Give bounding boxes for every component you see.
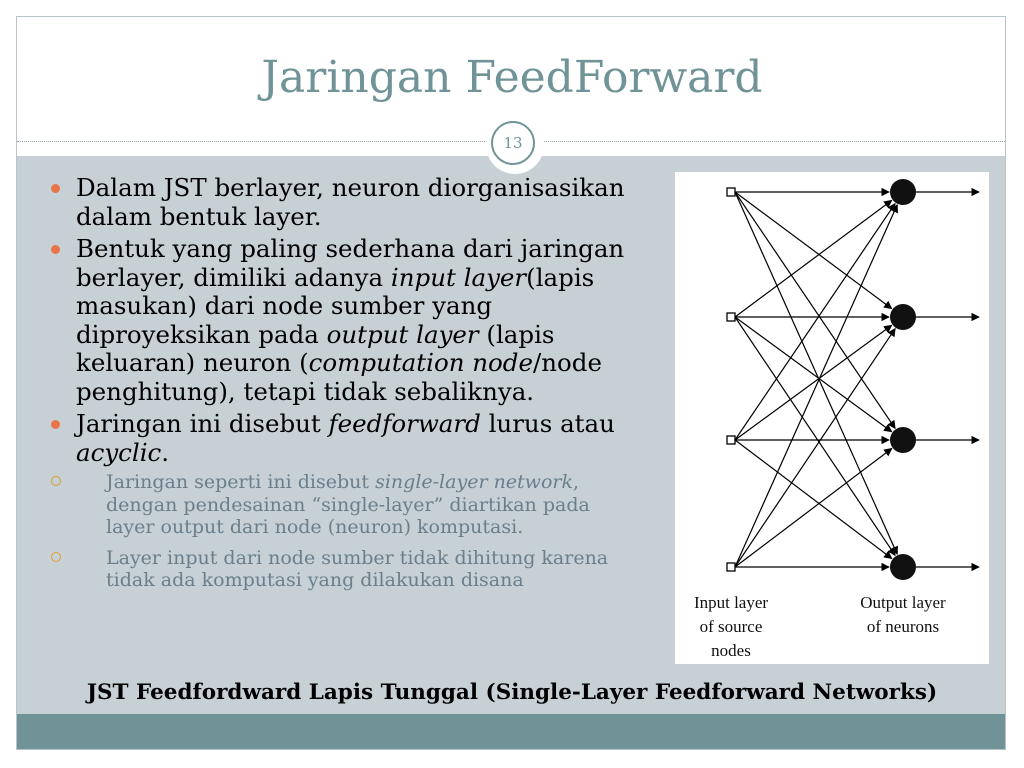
output-neuron	[890, 554, 916, 580]
bullet-list	[48, 174, 628, 600]
text-run: Bentuk yang paling sederhana dari jaringan berlayer, dimiliki adanya	[76, 234, 625, 292]
output-nodes	[890, 179, 979, 580]
text-run: Layer input dari node sumber tidak dihitung karena tidak ada komputasi yang dilakukan disana	[106, 546, 609, 591]
input-node	[727, 436, 735, 444]
sub-bullet-list	[76, 471, 628, 592]
output-label-line: of neurons	[866, 617, 940, 636]
connection-arrow	[735, 192, 897, 554]
footer-bar	[17, 714, 1005, 749]
bullet-item	[48, 235, 628, 406]
input-label-line: of source	[699, 617, 763, 636]
output-neuron	[890, 179, 916, 205]
network-diagram-svg	[675, 172, 989, 664]
input-layer-label	[694, 593, 768, 660]
text-run: .	[161, 437, 170, 467]
bullet-item	[48, 174, 628, 231]
connection-arrow	[735, 192, 895, 428]
input-node	[727, 188, 735, 196]
input-nodes	[727, 188, 735, 571]
italic-term: input layer	[390, 262, 527, 292]
text-run: Dalam JST berlayer, neuron diorganisasikan dalam bentuk layer.	[76, 173, 625, 231]
connection-arrow	[735, 448, 892, 567]
page-number-badge: 13	[491, 121, 535, 165]
figure-caption: JST Feedfordward Lapis Tunggal (Single-Layer Feedforward Networks)	[86, 680, 938, 705]
output-layer-label	[860, 593, 946, 636]
connection-arrow	[735, 317, 892, 432]
connection-arrow	[735, 192, 892, 309]
sub-bullet-item	[48, 471, 628, 539]
connection-arrow	[735, 329, 895, 567]
text-run: (lapis masukan) dari node sumber yang diproyeksikan pada	[76, 262, 595, 349]
connection-arrow	[735, 317, 895, 555]
output-neuron	[890, 304, 916, 330]
italic-term: feedforward	[328, 409, 481, 438]
text-run: lurus atau	[480, 409, 615, 438]
italic-term: single-layer network	[375, 471, 573, 493]
text-run: /node penghitung), tetapi tidak sebaliknya.	[76, 348, 602, 406]
network-diagram	[675, 172, 989, 664]
connection-arrow	[735, 440, 892, 559]
connection-arrow	[735, 205, 897, 567]
sub-bullet-item	[48, 547, 628, 592]
italic-term: computation node	[308, 348, 533, 377]
input-node	[727, 563, 735, 571]
slide-title: Jaringan FeedForward	[261, 52, 763, 103]
bullet-item	[48, 410, 628, 592]
text-run: (lapis keluaran) neuron (	[76, 319, 555, 377]
connection-edges	[735, 192, 897, 567]
text-run: , dengan pendesainan “single-layer” diartikan pada layer output dari node (neuron) komputasi.	[106, 471, 590, 538]
input-label-line: nodes	[711, 641, 751, 660]
text-run: Jaringan ini disebut	[76, 409, 329, 438]
italic-term: acyclic	[76, 437, 162, 467]
italic-term: output layer	[326, 319, 479, 349]
connection-arrow	[735, 325, 892, 440]
connection-arrow	[735, 200, 892, 317]
input-node	[727, 313, 735, 321]
connection-arrow	[735, 204, 895, 440]
output-neuron	[890, 427, 916, 453]
input-label-line: Input layer	[693, 593, 769, 612]
text-run: Jaringan seperti ini disebut	[106, 471, 376, 493]
bullet-text	[76, 409, 615, 467]
output-label-line: Output layer	[860, 593, 946, 612]
